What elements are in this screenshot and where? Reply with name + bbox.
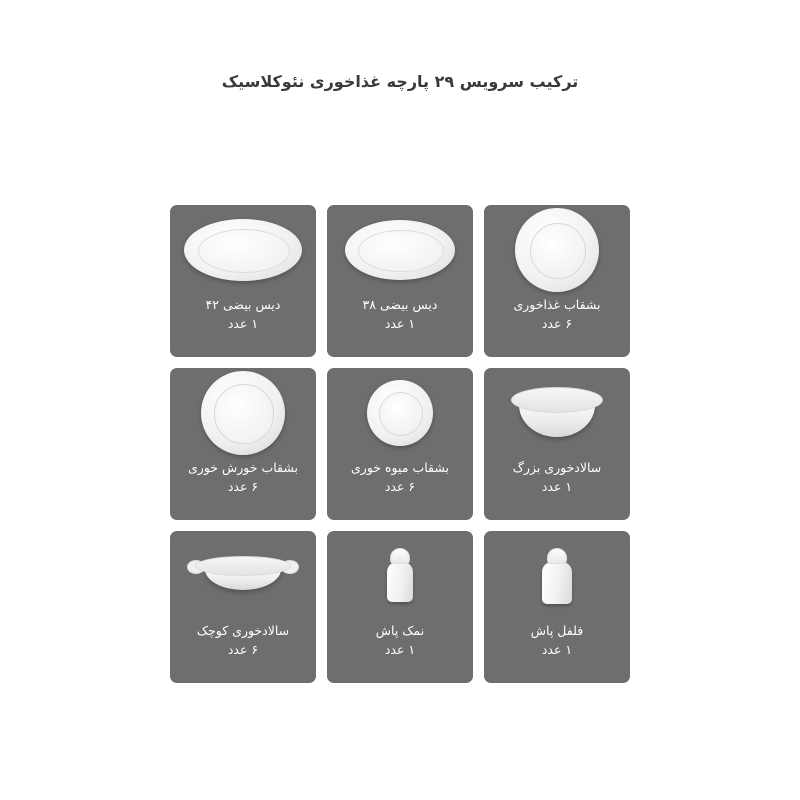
item-name: دیس بیضی ۴۲ [205,297,281,312]
item-quantity: ۱ عدد [227,316,259,331]
item-name: سالادخوری بزرگ [512,460,602,475]
item-quantity: ۱ عدد [384,642,416,657]
oval-platter-42-icon [170,205,316,295]
pepper-shaker-icon [484,531,630,621]
item-quantity: ۱ عدد [541,479,573,494]
item-name: بشقاب غذاخوری [513,297,601,312]
dinner-plate-icon [484,205,630,295]
fruit-plate-icon [327,368,473,458]
item-quantity: ۶ عدد [227,479,259,494]
item-quantity: ۶ عدد [541,316,573,331]
oval-platter-38-icon [327,205,473,295]
item-tile[interactable] [484,368,630,520]
item-quantity: ۱ عدد [541,642,573,657]
item-tile[interactable] [327,368,473,520]
item-quantity: ۶ عدد [227,642,259,657]
salt-shaker-icon [327,531,473,621]
item-tile[interactable] [327,205,473,357]
page-title: ترکیب سرویس ۲۹ پارچه غذاخوری نئوکلاسیک [221,72,579,91]
item-name: سالادخوری کوچک [196,623,290,638]
item-tile[interactable] [170,205,316,357]
items-grid [170,205,630,683]
large-salad-bowl-icon [484,368,630,458]
small-salad-bowl-icon [170,531,316,621]
item-name: بشقاب میوه خوری [351,460,449,475]
item-tile[interactable] [170,368,316,520]
item-name: فلفل پاش [530,623,584,638]
item-name: دیس بیضی ۳۸ [362,297,438,312]
item-name: نمک پاش [375,623,425,638]
item-quantity: ۶ عدد [384,479,416,494]
item-tile[interactable] [484,531,630,683]
item-quantity: ۱ عدد [384,316,416,331]
item-tile[interactable] [484,205,630,357]
item-tile[interactable] [327,531,473,683]
item-tile[interactable] [170,531,316,683]
item-name: بشقاب خورش خوری [188,460,298,475]
stew-plate-icon [170,368,316,458]
